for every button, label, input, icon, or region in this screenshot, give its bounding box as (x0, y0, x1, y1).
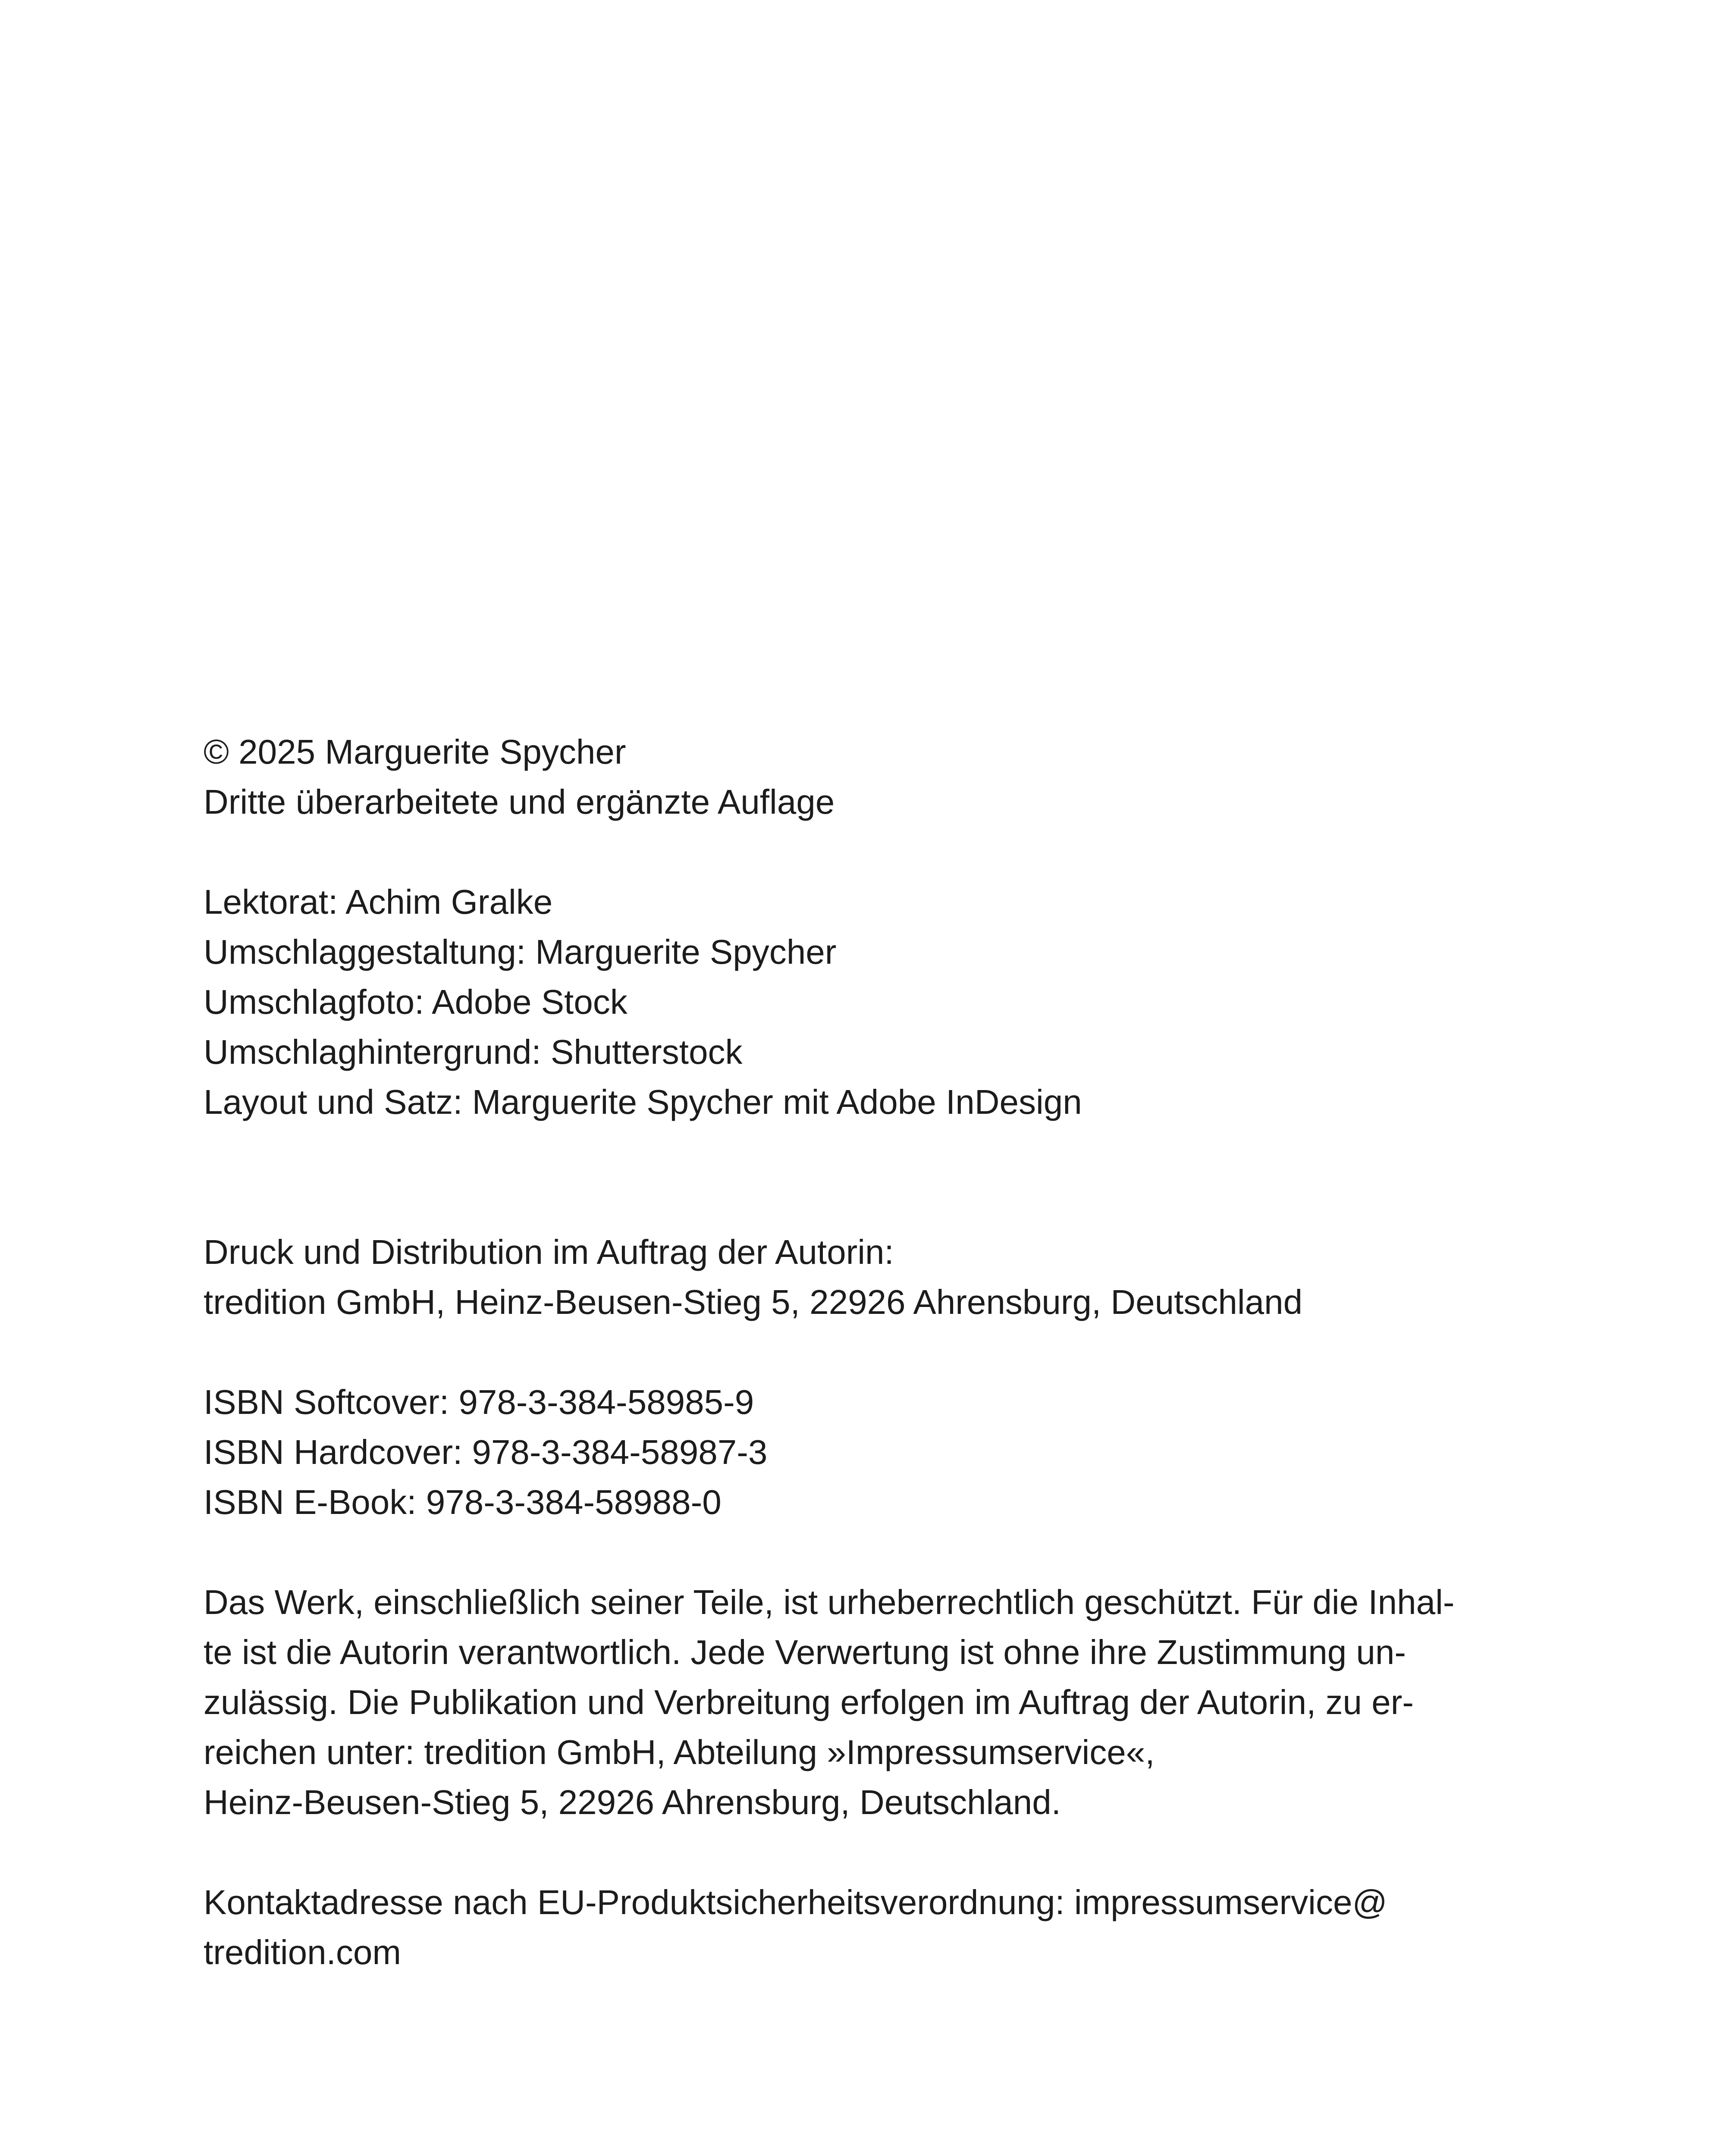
contact-section (204, 1877, 1584, 1977)
spacer (204, 1827, 1584, 1877)
credit-editing: Lektorat: Achim Gralke (204, 883, 553, 921)
credits-section (204, 877, 1584, 1127)
isbn-hardcover: ISBN Hardcover: 978-3-384-58987-3 (204, 1433, 768, 1471)
credit-layout: Layout und Satz: Marguerite Spycher mit Adobe InDesign (204, 1083, 1082, 1121)
legal-line: zulässig. Die Publikation und Verbreitung erfolgen im Auftrag der Autorin, zu er- (204, 1683, 1414, 1721)
spacer (204, 1327, 1584, 1377)
contact-line: tredition.com (204, 1933, 401, 1971)
distribution-section (204, 1227, 1584, 1327)
legal-line: Das Werk, einschließlich seiner Teile, ist urheberrechtlich geschützt. Für die Inhal- (204, 1583, 1455, 1621)
legal-line: te ist die Autorin verantwortlich. Jede Verwertung ist ohne ihre Zustimmung un- (204, 1633, 1406, 1671)
spacer (204, 1527, 1584, 1577)
isbn-section (204, 1377, 1584, 1527)
copyright-line: © 2025 Marguerite Spycher (204, 733, 626, 771)
spacer (204, 1127, 1584, 1227)
imprint-block (204, 727, 1584, 1977)
credit-cover-design: Umschlaggestaltung: Marguerite Spycher (204, 933, 837, 971)
isbn-softcover: ISBN Softcover: 978-3-384-58985-9 (204, 1383, 754, 1421)
contact-line: Kontaktadresse nach EU-Produktsicherheitsverordnung: impressumservice@ (204, 1883, 1387, 1921)
legal-line: Heinz-Beusen-Stieg 5, 22926 Ahrensburg, Deutschland. (204, 1783, 1061, 1821)
distribution-heading: Druck und Distribution im Auftrag der Autorin: (204, 1233, 894, 1271)
credit-cover-background: Umschlaghintergrund: Shutterstock (204, 1033, 743, 1071)
edition-line: Dritte überarbeitete und ergänzte Auflage (204, 783, 835, 821)
spacer (204, 827, 1584, 877)
isbn-ebook: ISBN E-Book: 978-3-384-58988-0 (204, 1483, 722, 1521)
distribution-address: tredition GmbH, Heinz-Beusen-Stieg 5, 22926 Ahrensburg, Deutschland (204, 1283, 1303, 1321)
credit-cover-photo: Umschlagfoto: Adobe Stock (204, 983, 628, 1021)
legal-notice (204, 1577, 1584, 1827)
copyright-section (204, 727, 1584, 827)
legal-line: reichen unter: tredition GmbH, Abteilung »Impressumservice«, (204, 1733, 1155, 1771)
